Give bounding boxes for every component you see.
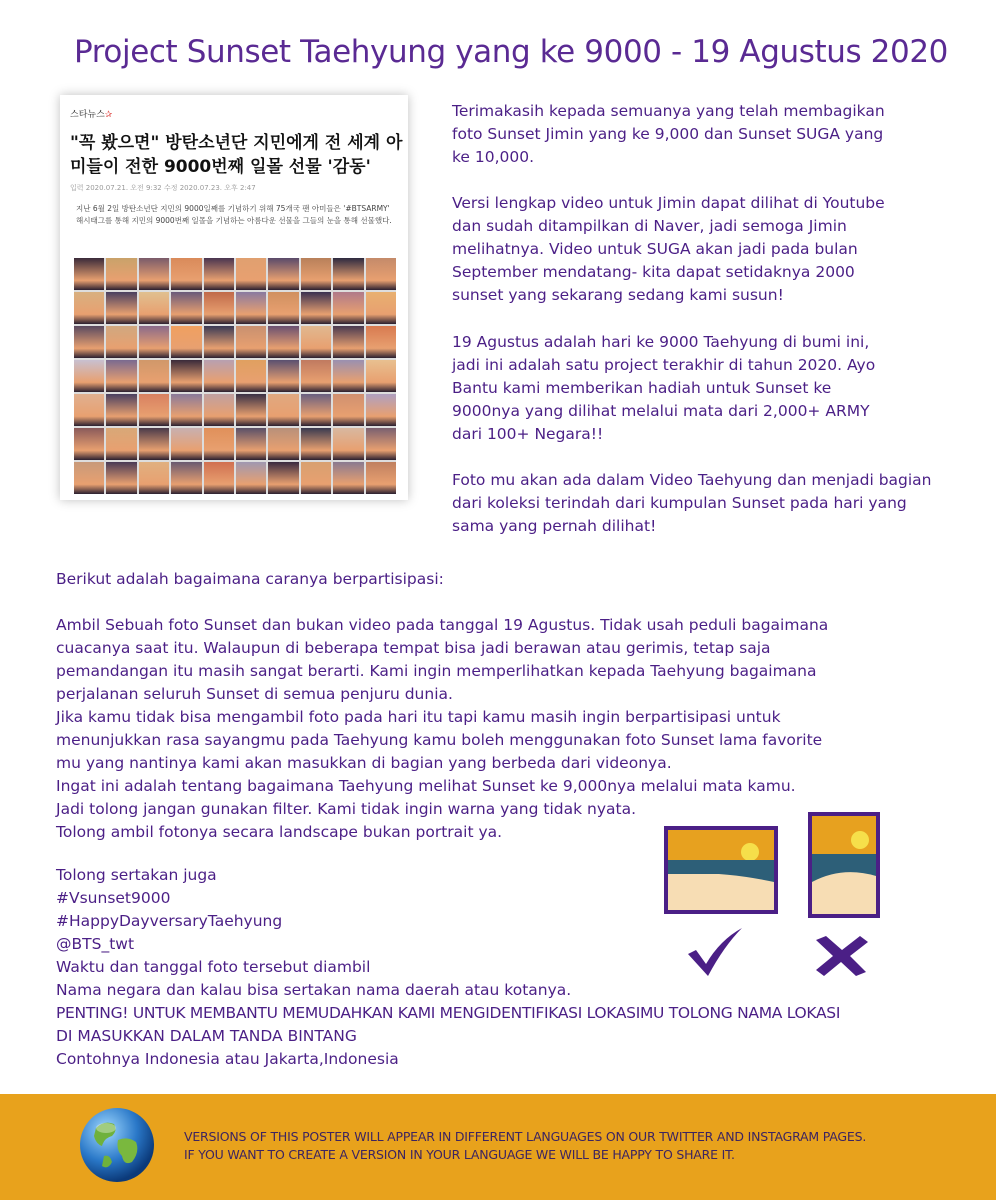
- footer-text: [184, 1128, 984, 1164]
- sunset-photo-tile: [171, 394, 201, 426]
- paragraph-video: Versi lengkap video untuk Jimin dapat dilihat di Youtube dan sudah ditampilkan di Naver, jadi semoga Jimin melihatnya. Video untuk SUGA akan jadi pada bulan September mendatang- kita dapat setidaknya 2000 sunset yang sekarang sedang kami susun!: [452, 194, 885, 304]
- sunset-photo-tile: [204, 428, 234, 460]
- sunset-photo-tile: [366, 360, 396, 392]
- news-body: 지난 6월 2일 방탄소년단 지민의 9000일째를 기념하기 위해 75개국 팬 아미들은 '#BTSARMY' 해시태그를 통해 지민의 9000번째 일몰을 기념하는 아름다운 선물을 그들의 눈을 통해 선물했다.: [76, 204, 392, 225]
- sunset-photo-tile: [268, 326, 298, 358]
- sunset-photo-tile: [106, 292, 136, 324]
- sunset-photo-tile: [74, 258, 104, 290]
- sunset-photo-tile: [171, 428, 201, 460]
- sunset-photo-tile: [301, 258, 331, 290]
- sunset-photo-tile: [106, 428, 136, 460]
- sunset-photo-tile: [106, 462, 136, 494]
- sunset-photo-tile: [139, 258, 169, 290]
- sunset-photo-tile: [268, 258, 298, 290]
- sunset-photo-tile: [236, 360, 266, 392]
- sunset-photo-tile: [139, 394, 169, 426]
- sunset-photo-tile: [74, 360, 104, 392]
- sunset-photo-tile: [268, 292, 298, 324]
- globe-icon: [78, 1106, 156, 1184]
- sunset-photo-tile: [236, 428, 266, 460]
- footer-banner: [0, 1094, 996, 1200]
- sunset-photo-tile: [236, 462, 266, 494]
- cross-icon: [814, 934, 870, 978]
- sunset-photo-tile: [74, 326, 104, 358]
- sunset-photo-tile: [204, 258, 234, 290]
- paragraph-collection: Foto mu akan ada dalam Video Taehyung dan menjadi bagian dari koleksi terindah dari kumpulan Sunset pada hari yang sama yang pernah dilihat!: [452, 471, 932, 535]
- sunset-photo-tile: [301, 326, 331, 358]
- sunset-photo-tile: [268, 360, 298, 392]
- sunset-photo-tile: [366, 394, 396, 426]
- sunset-photo-tile: [333, 360, 363, 392]
- sunset-photo-tile: [106, 394, 136, 426]
- sunset-photo-tile: [236, 326, 266, 358]
- include-time: Waktu dan tanggal foto tersebut diambil: [56, 958, 371, 976]
- important-note-2: DI MASUKKAN DALAM TANDA BINTANG: [56, 1027, 357, 1045]
- hashtag-dayversary: #HappyDayversaryTaehyung: [56, 912, 283, 930]
- sunset-photo-tile: [333, 462, 363, 494]
- sunset-photo-tile: [204, 326, 234, 358]
- sunset-collage: [74, 258, 396, 494]
- news-meta: 입력 2020.07.21. 오전 9:32 수정 2020.07.23. 오후 2:47: [70, 184, 256, 192]
- sunset-photo-tile: [74, 292, 104, 324]
- include-heading: Tolong sertakan juga: [56, 866, 217, 884]
- news-headline: "꼭 봤으면" 방탄소년단 지민에게 전 세계 아미들이 전한 9000번째 일몰 선물 '감동': [70, 133, 403, 177]
- sunset-photo-tile: [301, 462, 331, 494]
- news-source: 스타뉴스✰: [70, 110, 113, 120]
- sunset-photo-tile: [333, 292, 363, 324]
- sunset-photo-tile: [139, 326, 169, 358]
- check-icon: [684, 926, 746, 978]
- sunset-photo-tile: [333, 394, 363, 426]
- sunset-photo-tile: [204, 360, 234, 392]
- sunset-photo-tile: [236, 292, 266, 324]
- mention-bts: @BTS_twt: [56, 935, 135, 953]
- sunset-photo-tile: [74, 428, 104, 460]
- page-title: Project Sunset Taehyung yang ke 9000 - 19 Agustus 2020: [74, 34, 948, 70]
- sunset-photo-tile: [171, 292, 201, 324]
- example-line: Contohnya Indonesia atau Jakarta,Indonesia: [56, 1050, 399, 1068]
- sunset-photo-tile: [204, 292, 234, 324]
- footer-line-1: VERSIONS OF THIS POSTER WILL APPEAR IN DIFFERENT LANGUAGES ON OUR TWITTER AND INSTAGRAM PAGES.: [184, 1129, 867, 1144]
- hashtag-vsunset: #Vsunset9000: [56, 889, 171, 907]
- important-note: PENTING! UNTUK MEMBANTU MEMUDAHKAN KAMI MENGIDENTIFIKASI LOKASIMU TOLONG NAMA LOKASI: [56, 1004, 841, 1022]
- sunset-photo-tile: [366, 326, 396, 358]
- paragraph-thanks: Terimakasih kepada semuanya yang telah membagikan foto Sunset Jimin yang ke 9,000 dan Sunset SUGA yang ke 10,000.: [452, 102, 885, 166]
- portrait-example: [808, 812, 880, 918]
- sunset-photo-tile: [106, 360, 136, 392]
- sunset-photo-tile: [171, 326, 201, 358]
- sunset-photo-tile: [106, 326, 136, 358]
- sunset-photo-tile: [171, 360, 201, 392]
- sunset-photo-tile: [236, 394, 266, 426]
- news-clipping: [60, 95, 408, 500]
- sunset-photo-tile: [236, 258, 266, 290]
- sunset-photo-tile: [106, 258, 136, 290]
- sunset-photo-tile: [171, 258, 201, 290]
- sunset-photo-tile: [366, 258, 396, 290]
- sunset-photo-tile: [333, 258, 363, 290]
- sunset-photo-tile: [204, 462, 234, 494]
- sunset-photo-tile: [301, 394, 331, 426]
- sunset-photo-tile: [268, 394, 298, 426]
- landscape-example: [664, 826, 778, 914]
- sunset-photo-tile: [333, 326, 363, 358]
- sunset-photo-tile: [366, 292, 396, 324]
- sunset-photo-tile: [204, 394, 234, 426]
- sunset-photo-tile: [74, 394, 104, 426]
- paragraph-day9000: 19 Agustus adalah hari ke 9000 Taehyung di bumi ini, jadi ini adalah satu project terakhir di tahun 2020. Ayo Bantu kami memberikan hadiah untuk Sunset ke 9000nya yang dilihat melalui mata dari 2,000+ ARMY dari 100+ Negara!!: [452, 333, 876, 443]
- sunset-photo-tile: [139, 292, 169, 324]
- sunset-photo-tile: [301, 292, 331, 324]
- instructions: Ambil Sebuah foto Sunset dan bukan video pada tanggal 19 Agustus. Tidak usah peduli bagaimana cuacanya saat itu. Walaupun di beberapa tempat bisa jadi berawan atau gerimis, tetap saja pemandangan itu masih sangat berarti. Kami ingin memperlihatkan kepada Taehyung bagaimana perjalanan seluruh Sunset di semua penjuru dunia. Jika kamu tidak bisa mengambil foto pada hari itu tapi kamu masih ingin berpartisipasi untuk menunjukkan rasa sayangmu pada Taehyung kamu boleh menggunakan foto Sunset lama favorite mu yang nantinya kami akan masukkan di bagian yang berbeda dari videonya. Ingat ini adalah tentang bagaimana Taehyung melihat Sunset ke 9,000nya melalui mata kamu. Jadi tolong jangan gunakan filter. Kami tidak ingin warna yang tidak nyata. Tolong ambil fotonya secara landscape bukan portrait ya.: [56, 616, 829, 841]
- sunset-photo-tile: [366, 428, 396, 460]
- sunset-photo-tile: [268, 428, 298, 460]
- sunset-photo-tile: [268, 462, 298, 494]
- sunset-photo-tile: [139, 428, 169, 460]
- sunset-photo-tile: [139, 360, 169, 392]
- footer-line-2: IF YOU WANT TO CREATE A VERSION IN YOUR LANGUAGE WE WILL BE HAPPY TO SHARE IT.: [184, 1147, 735, 1162]
- sunset-photo-tile: [366, 462, 396, 494]
- how-heading: Berikut adalah bagaimana caranya berpartisipasi:: [56, 570, 444, 588]
- sunset-photo-tile: [74, 462, 104, 494]
- sunset-photo-tile: [333, 428, 363, 460]
- sunset-photo-tile: [171, 462, 201, 494]
- include-country: Nama negara dan kalau bisa sertakan nama daerah atau kotanya.: [56, 981, 572, 999]
- sunset-photo-tile: [301, 360, 331, 392]
- sunset-photo-tile: [139, 462, 169, 494]
- sunset-photo-tile: [301, 428, 331, 460]
